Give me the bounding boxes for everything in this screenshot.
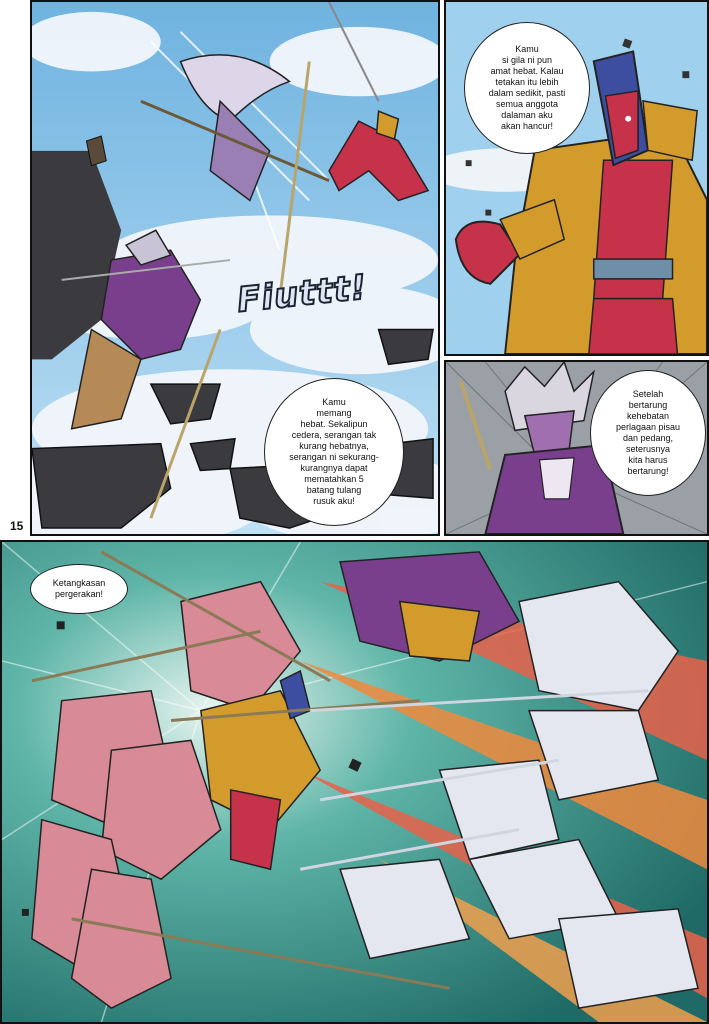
speech-text: Kamu si gila ni pun amat hebat. Kalau tetakan itu lebih dalam sedikit, pasti semua anggota dalaman aku akan hancur! (488, 44, 566, 131)
panel-speed-clash (0, 540, 709, 1024)
speech-text: Ketangkasan pergerakan! (52, 578, 106, 599)
speech-text: Kamu memang hebat. Sekalipun cedera, serangan tak kurang hebatnya, serangan ni sekurang- kurangnya dapat mematahkan 5 batang tulang rusuk aku! (289, 397, 379, 506)
speech-bubble-gold-warrior (464, 22, 590, 154)
speech-bubble-sky-battle (264, 378, 404, 526)
speed-clash-art (2, 542, 707, 1022)
panel-gold-warrior (444, 0, 709, 356)
speech-bubble-speed-clash (30, 564, 128, 614)
sfx-fiuttt: Fiuttt! (235, 267, 370, 321)
speech-text: Setelah bertarung kehebatan perlagaan pisau dan pedang, seterusnya kita harus bertarung! (615, 389, 681, 476)
page-number: 15 (10, 519, 24, 533)
panel-sky-battle (30, 0, 440, 536)
panel-purple-swordsman (444, 360, 709, 536)
speech-bubble-purple-swordsman (590, 370, 706, 496)
